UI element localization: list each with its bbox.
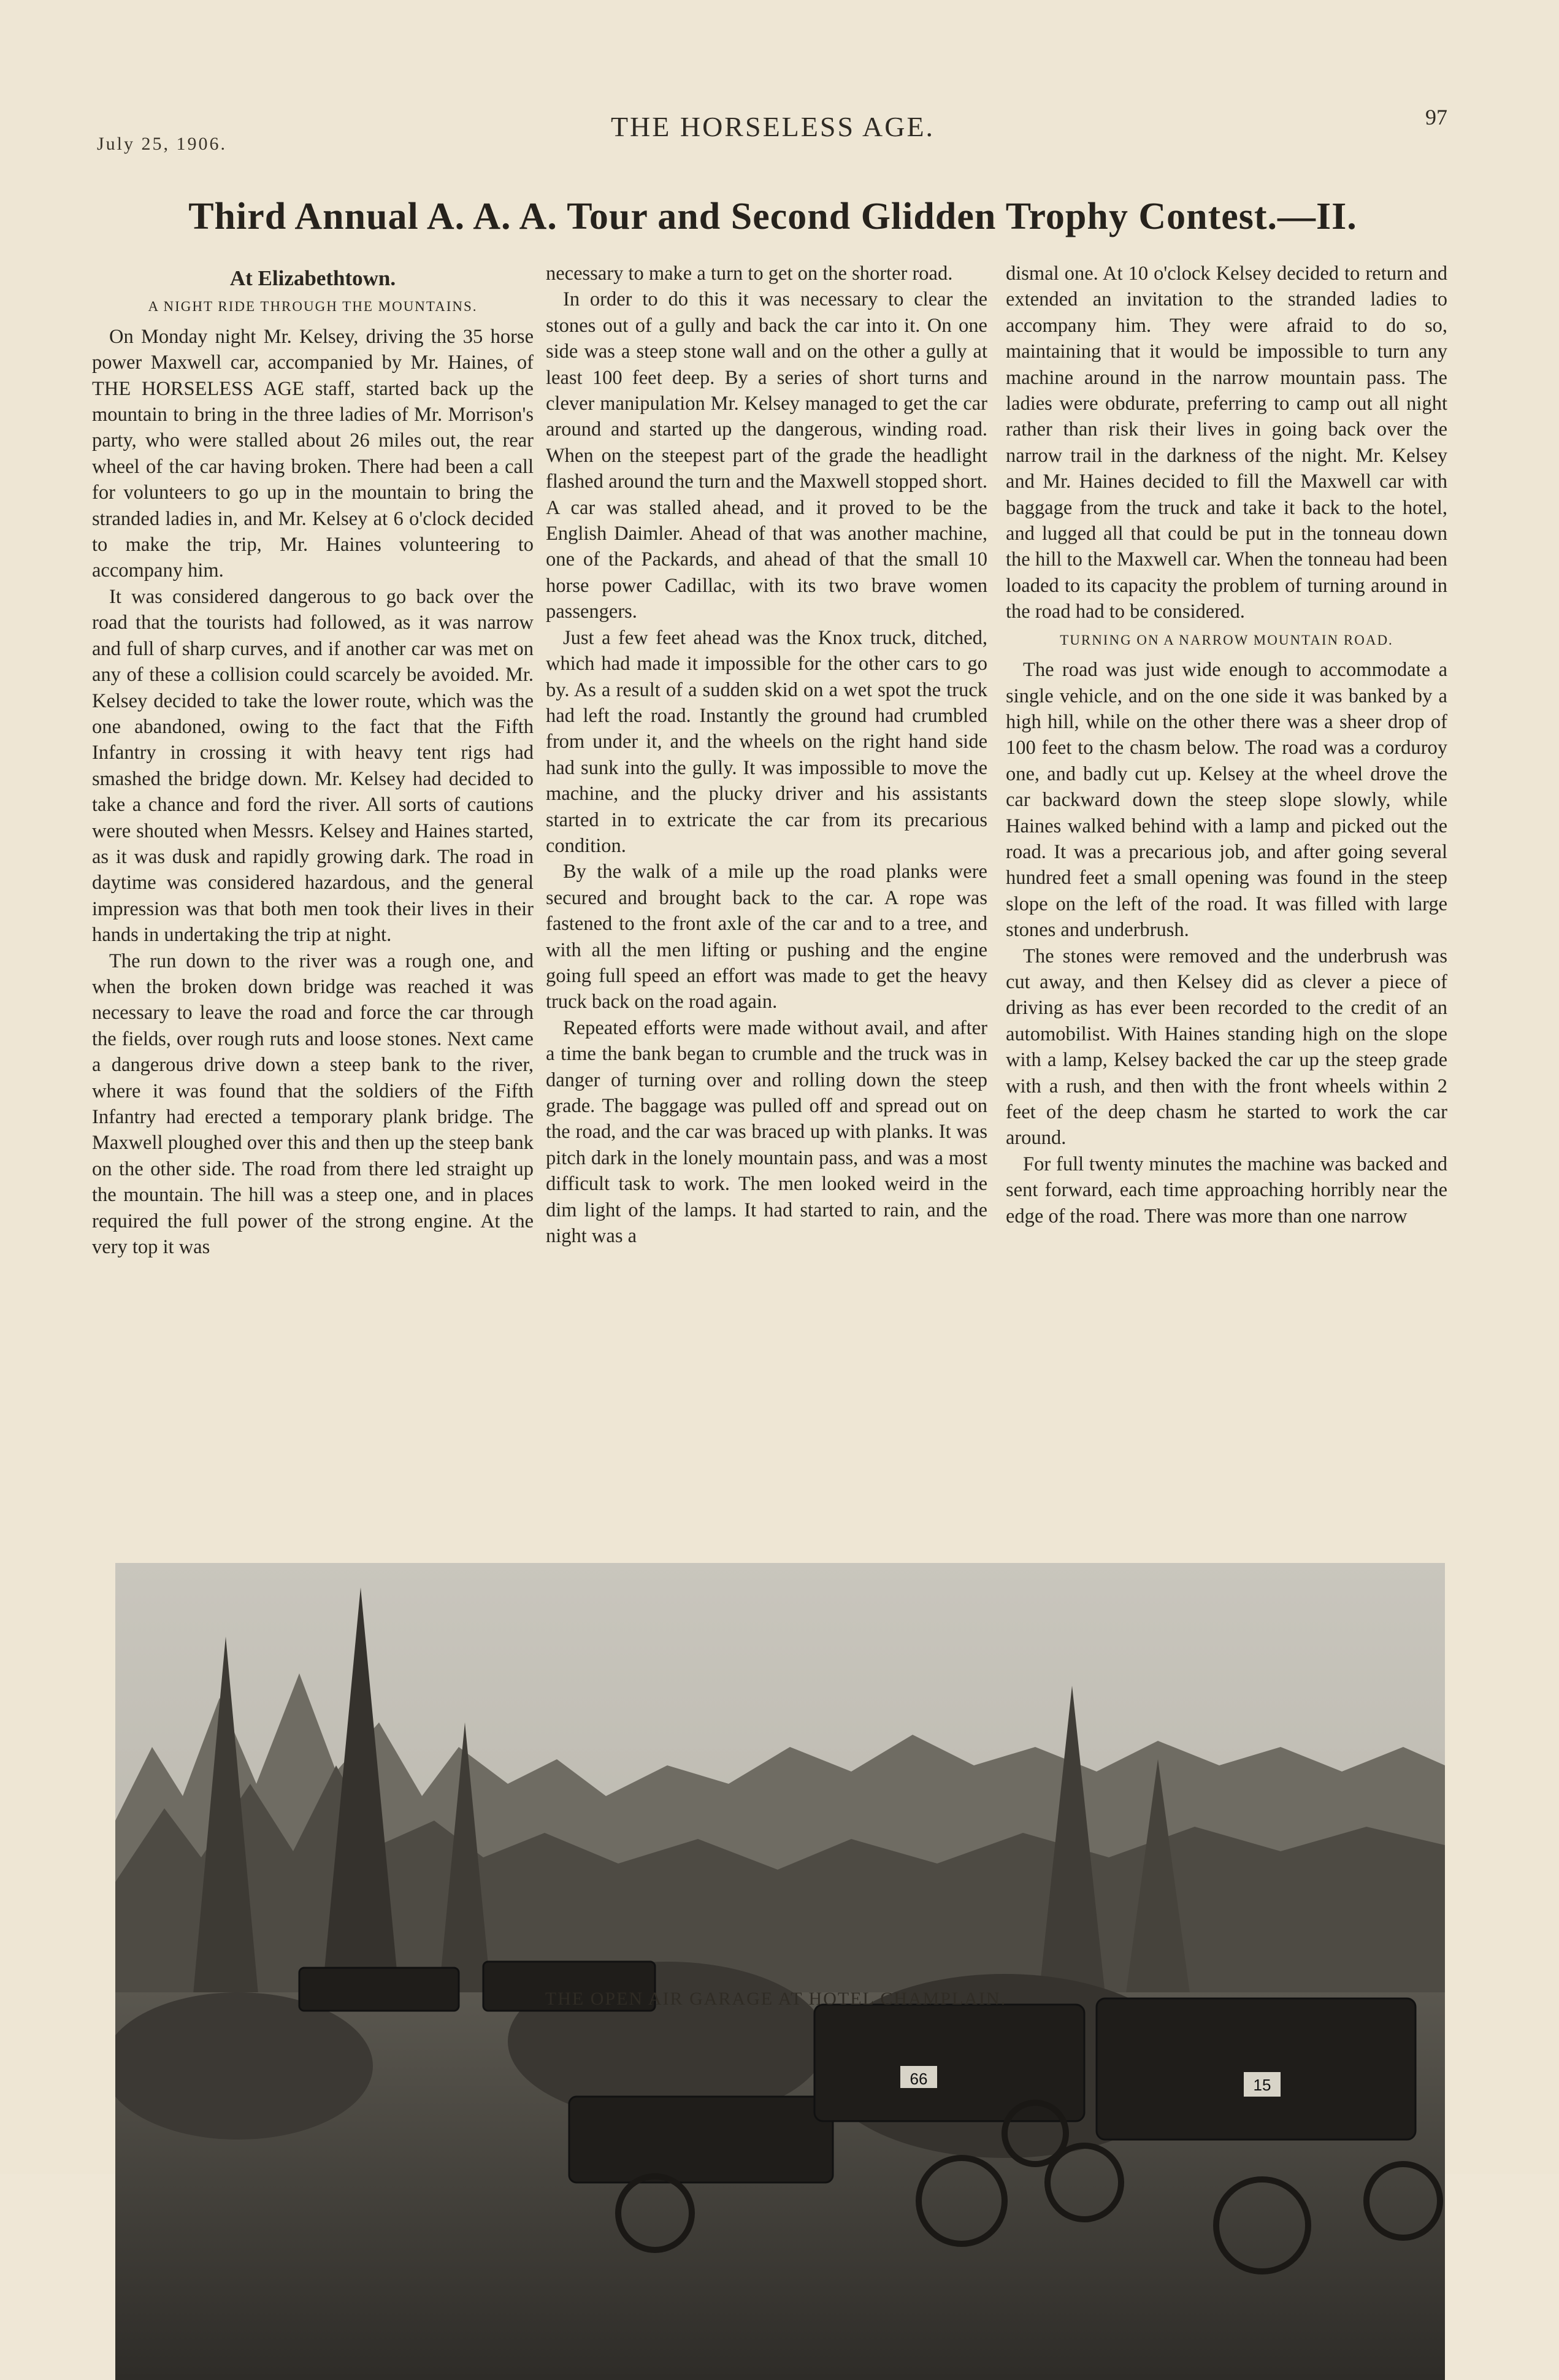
section-heading: At Elizabethtown. bbox=[229, 266, 396, 290]
paragraph: The run down to the river was a rough one, and when the broken down bridge was reached it was necessary to leave the road and force the car through the fields, over rough ruts and loose stones. Next came a dangerous drive down a steep bank to the river, where it was found that the soldiers of the Fifth Infantry had erected a temporary plank bridge. The Maxwell ploughed over this and then up the steep bank on the other side. The road from there led straight up the mountain. The hill was a steep one, and in places required the full power of the strong engine. At the very top it was bbox=[92, 950, 534, 1259]
paragraph: The road was just wide enough to accommodate a single vehicle, and on the one side it was banked by a high hill, while on the other there was a sheer drop of 100 feet to the chasm below. The road was a corduroy one, and badly cut up. Kelsey at the wheel drove the car backward down the steep slope slowly, while Haines walked behind with a lamp and picked out the road. It was a precarious job, and after going several hundred feet a small opening was found in the steep slope on the left of the road. It was filled with large stones and underbrush. bbox=[1006, 659, 1447, 942]
paragraph: necessary to make a turn to get on the shorter road. bbox=[546, 263, 953, 285]
plate-number: 66 bbox=[910, 2070, 928, 2088]
plate-number: 15 bbox=[1253, 2076, 1271, 2094]
halftone-photograph bbox=[115, 1563, 1445, 2380]
publication-title: THE HORSELESS AGE. bbox=[610, 111, 935, 142]
page-header bbox=[92, 104, 1454, 153]
paragraph: By the walk of a mile up the road planks were secured and brought back to the car. A rope was fastened to the front axle of the car and to a tree, and with all the men lifting or pushing and the engine going full speed an effort was made to get the heavy truck back on the road again. bbox=[546, 861, 987, 1013]
paragraph: Repeated efforts were made without avail, and after a time the bank began to crumble and the truck was in danger of turning over and rolling down the steep grade. The baggage was pulled off and spread out on the road, and the car was braced up with planks. It was pitch dark in the lonely mountain pass, and was a most difficult task to work. The men looked weird in the dim light of the lamps. It had started to rain, and the night was a bbox=[546, 1016, 987, 1248]
article-title: Third Annual A. A. A. Tour and Second Glidden Trophy Contest.—II. bbox=[188, 196, 1357, 237]
text-column-1 bbox=[92, 261, 534, 1537]
paragraph: The stones were removed and the underbrush was cut away, and then Kelsey did as clever a piece of driving as has ever been recorded to the credit of an automobilist. With Haines standing high on the slope with a lamp, Kelsey backed the car up the steep grade with a rush, and then with the front wheels within 2 feet of the deep chasm he started to work the car around. bbox=[1006, 945, 1447, 1150]
photo-caption: THE OPEN AIR GARAGE AT HOTEL CHAMPLAIN. bbox=[545, 1989, 1007, 2009]
paragraph: For full twenty minutes the machine was backed and sent forward, each time approaching horribly near the edge of the road. There was more than one narrow bbox=[1006, 1153, 1447, 1227]
paragraph: On Monday night Mr. Kelsey, driving the 35 horse power Maxwell car, accompanied by Mr. Haines, of THE HORSELESS AGE staff, started back up the mountain to bring in the three ladies of Mr. Morrison's party, who were stalled about 26 miles out, the rear wheel of the car having broken. There had been a call for volunteers to go up in the mountain to bring the stranded ladies in, and Mr. Kelsey at 6 o'clock decided to make the trip, Mr. Haines volunteering to accompany him. bbox=[92, 325, 534, 582]
issue-date: July 25, 1906. bbox=[97, 134, 228, 154]
paragraph: In order to do this it was necessary to clear the stones out of a gully and back the car into it. On one side was a steep stone wall and on the other a gully at least 100 feet deep. By a series of short turns and clever manipulation Mr. Kelsey managed to get the car around and started up the dangerous, winding road. When on the steepest part of the grade the headlight flashed around the turn and the Maxwell stopped short. A car was stalled ahead, and it proved to be the English Daimler. Ahead of that was another machine, one of the Packards, and ahead of that the small 10 horse power Cadillac, with its two brave women passengers. bbox=[546, 288, 987, 623]
text-column-3 bbox=[1006, 261, 1447, 1537]
garage-photo-illustration bbox=[115, 1563, 1445, 2380]
paragraph: dismal one. At 10 o'clock Kelsey decided to return and extended an invitation to the stranded ladies to accompany him. They were afraid to do so, maintaining that it would be impossible to turn any machine around in the narrow mountain pass. The ladies were obdurate, preferring to camp out all night rather than risk their lives in going back over the narrow trail in the darkness of the night. Mr. Kelsey and Mr. Haines decided to fill the Maxwell car with baggage from the truck and take it back to the hotel, and lugged all that could be put in the tonneau down the hill to the Maxwell car. When the tonneau had been loaded to its capacity the problem of turning around in the road had to be considered. bbox=[1006, 263, 1447, 623]
article-body bbox=[92, 261, 1460, 1537]
paragraph: It was considered dangerous to go back over the road that the tourists had followed, as it was narrow and full of sharp curves, and if another car was met on any of these a collision could scarcely be avoided. Mr. Kelsey decided to take the lower route, which was the one abandoned, owing to the fact that the Fifth Infantry in crossing it with heavy tent rigs had smashed the bridge down. Mr. Kelsey had decided to take a chance and ford the river. All sorts of cautions were shouted when Messrs. Kelsey and Haines started, as it was dusk and rapidly growing dark. The road in daytime was considered hazardous, and the general impression was that both men took their lives in their hands in undertaking the trip at night. bbox=[92, 585, 534, 946]
page-number: 97 bbox=[1425, 105, 1447, 129]
subheading-turning: TURNING ON A NARROW MOUNTAIN ROAD. bbox=[1060, 632, 1393, 648]
subheading-night-ride: A NIGHT RIDE THROUGH THE MOUNTAINS. bbox=[148, 299, 478, 315]
text-column-2 bbox=[546, 261, 987, 1537]
paragraph: Just a few feet ahead was the Knox truck, ditched, which had made it impossible for the other cars to go by. As a result of a sudden skid on a wet spot the truck had left the road. Instantly the ground had crumbled from under it, and the wheels on the right hand side had sunk into the gully. It was impossible to move the machine, and the plucky driver and his assistants started in to extricate the car from its precarious condition. bbox=[546, 626, 987, 857]
